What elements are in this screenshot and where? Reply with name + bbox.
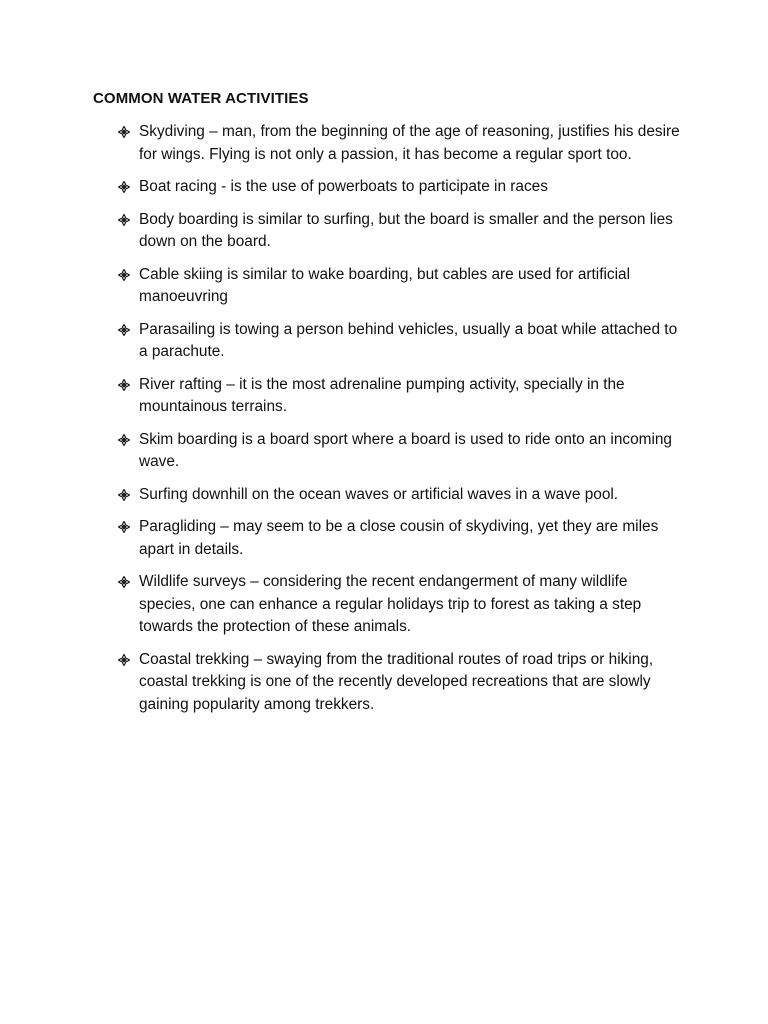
list-item-text: Wildlife surveys – considering the recent endangerment of many wildlife species, one can enhance a regular holidays trip to forest as taking a step towards the protection of these animals.	[139, 573, 642, 635]
list-item-text: Skydiving – man, from the beginning of the age of reasoning, justifies his desire for wings. Flying is not only a passion, it has become a regular sport too.	[139, 123, 680, 163]
list-item	[118, 209, 688, 254]
list-item-text: Coastal trekking – swaying from the traditional routes of road trips or hiking, coastal trekking is one of the recently developed recreations that are slowly gaining popularity among trekkers.	[139, 650, 654, 713]
list-item-text: Parasailing is towing a person behind vehicles, usually a boat while attached to a parachute.	[139, 320, 678, 360]
list-item-text: Boat racing - is the use of powerboats to participate in races	[139, 178, 548, 195]
four-diamond-bullet-icon	[118, 324, 130, 336]
four-diamond-bullet-icon	[118, 269, 130, 281]
list-item	[118, 429, 688, 474]
list-item	[118, 264, 688, 309]
list-item	[118, 374, 688, 419]
four-diamond-bullet-icon	[118, 181, 130, 193]
activity-list	[118, 121, 688, 726]
four-diamond-bullet-icon	[118, 489, 130, 501]
page-title: COMMON WATER ACTIVITIES	[93, 90, 309, 107]
four-diamond-bullet-icon	[118, 126, 130, 138]
list-item	[118, 176, 688, 199]
list-item	[118, 571, 688, 639]
list-item-text: Surfing downhill on the ocean waves or artificial waves in a wave pool.	[139, 485, 619, 503]
four-diamond-bullet-icon	[118, 521, 130, 533]
list-item	[118, 319, 688, 364]
four-diamond-bullet-icon	[118, 434, 130, 446]
four-diamond-bullet-icon	[118, 214, 130, 226]
four-diamond-bullet-icon	[118, 654, 130, 666]
list-item	[118, 516, 688, 561]
list-item	[118, 484, 688, 507]
list-item	[118, 649, 688, 717]
four-diamond-bullet-icon	[118, 576, 130, 588]
list-item-text: River rafting – it is the most adrenaline pumping activity, specially in the mountainous terrains.	[139, 375, 625, 415]
four-diamond-bullet-icon	[118, 379, 130, 391]
list-item-text: Body boarding is similar to surfing, but the board is smaller and the person lies down on the board.	[139, 210, 673, 250]
list-item-text: Paragliding – may seem to be a close cousin of skydiving, yet they are miles apart in details.	[139, 518, 659, 558]
list-item-text: Cable skiing is similar to wake boarding, but cables are used for artificial manoeuvring	[139, 265, 631, 305]
list-item-text: Skim boarding is a board sport where a board is used to ride onto an incoming wave.	[139, 430, 672, 470]
list-item	[118, 121, 688, 166]
